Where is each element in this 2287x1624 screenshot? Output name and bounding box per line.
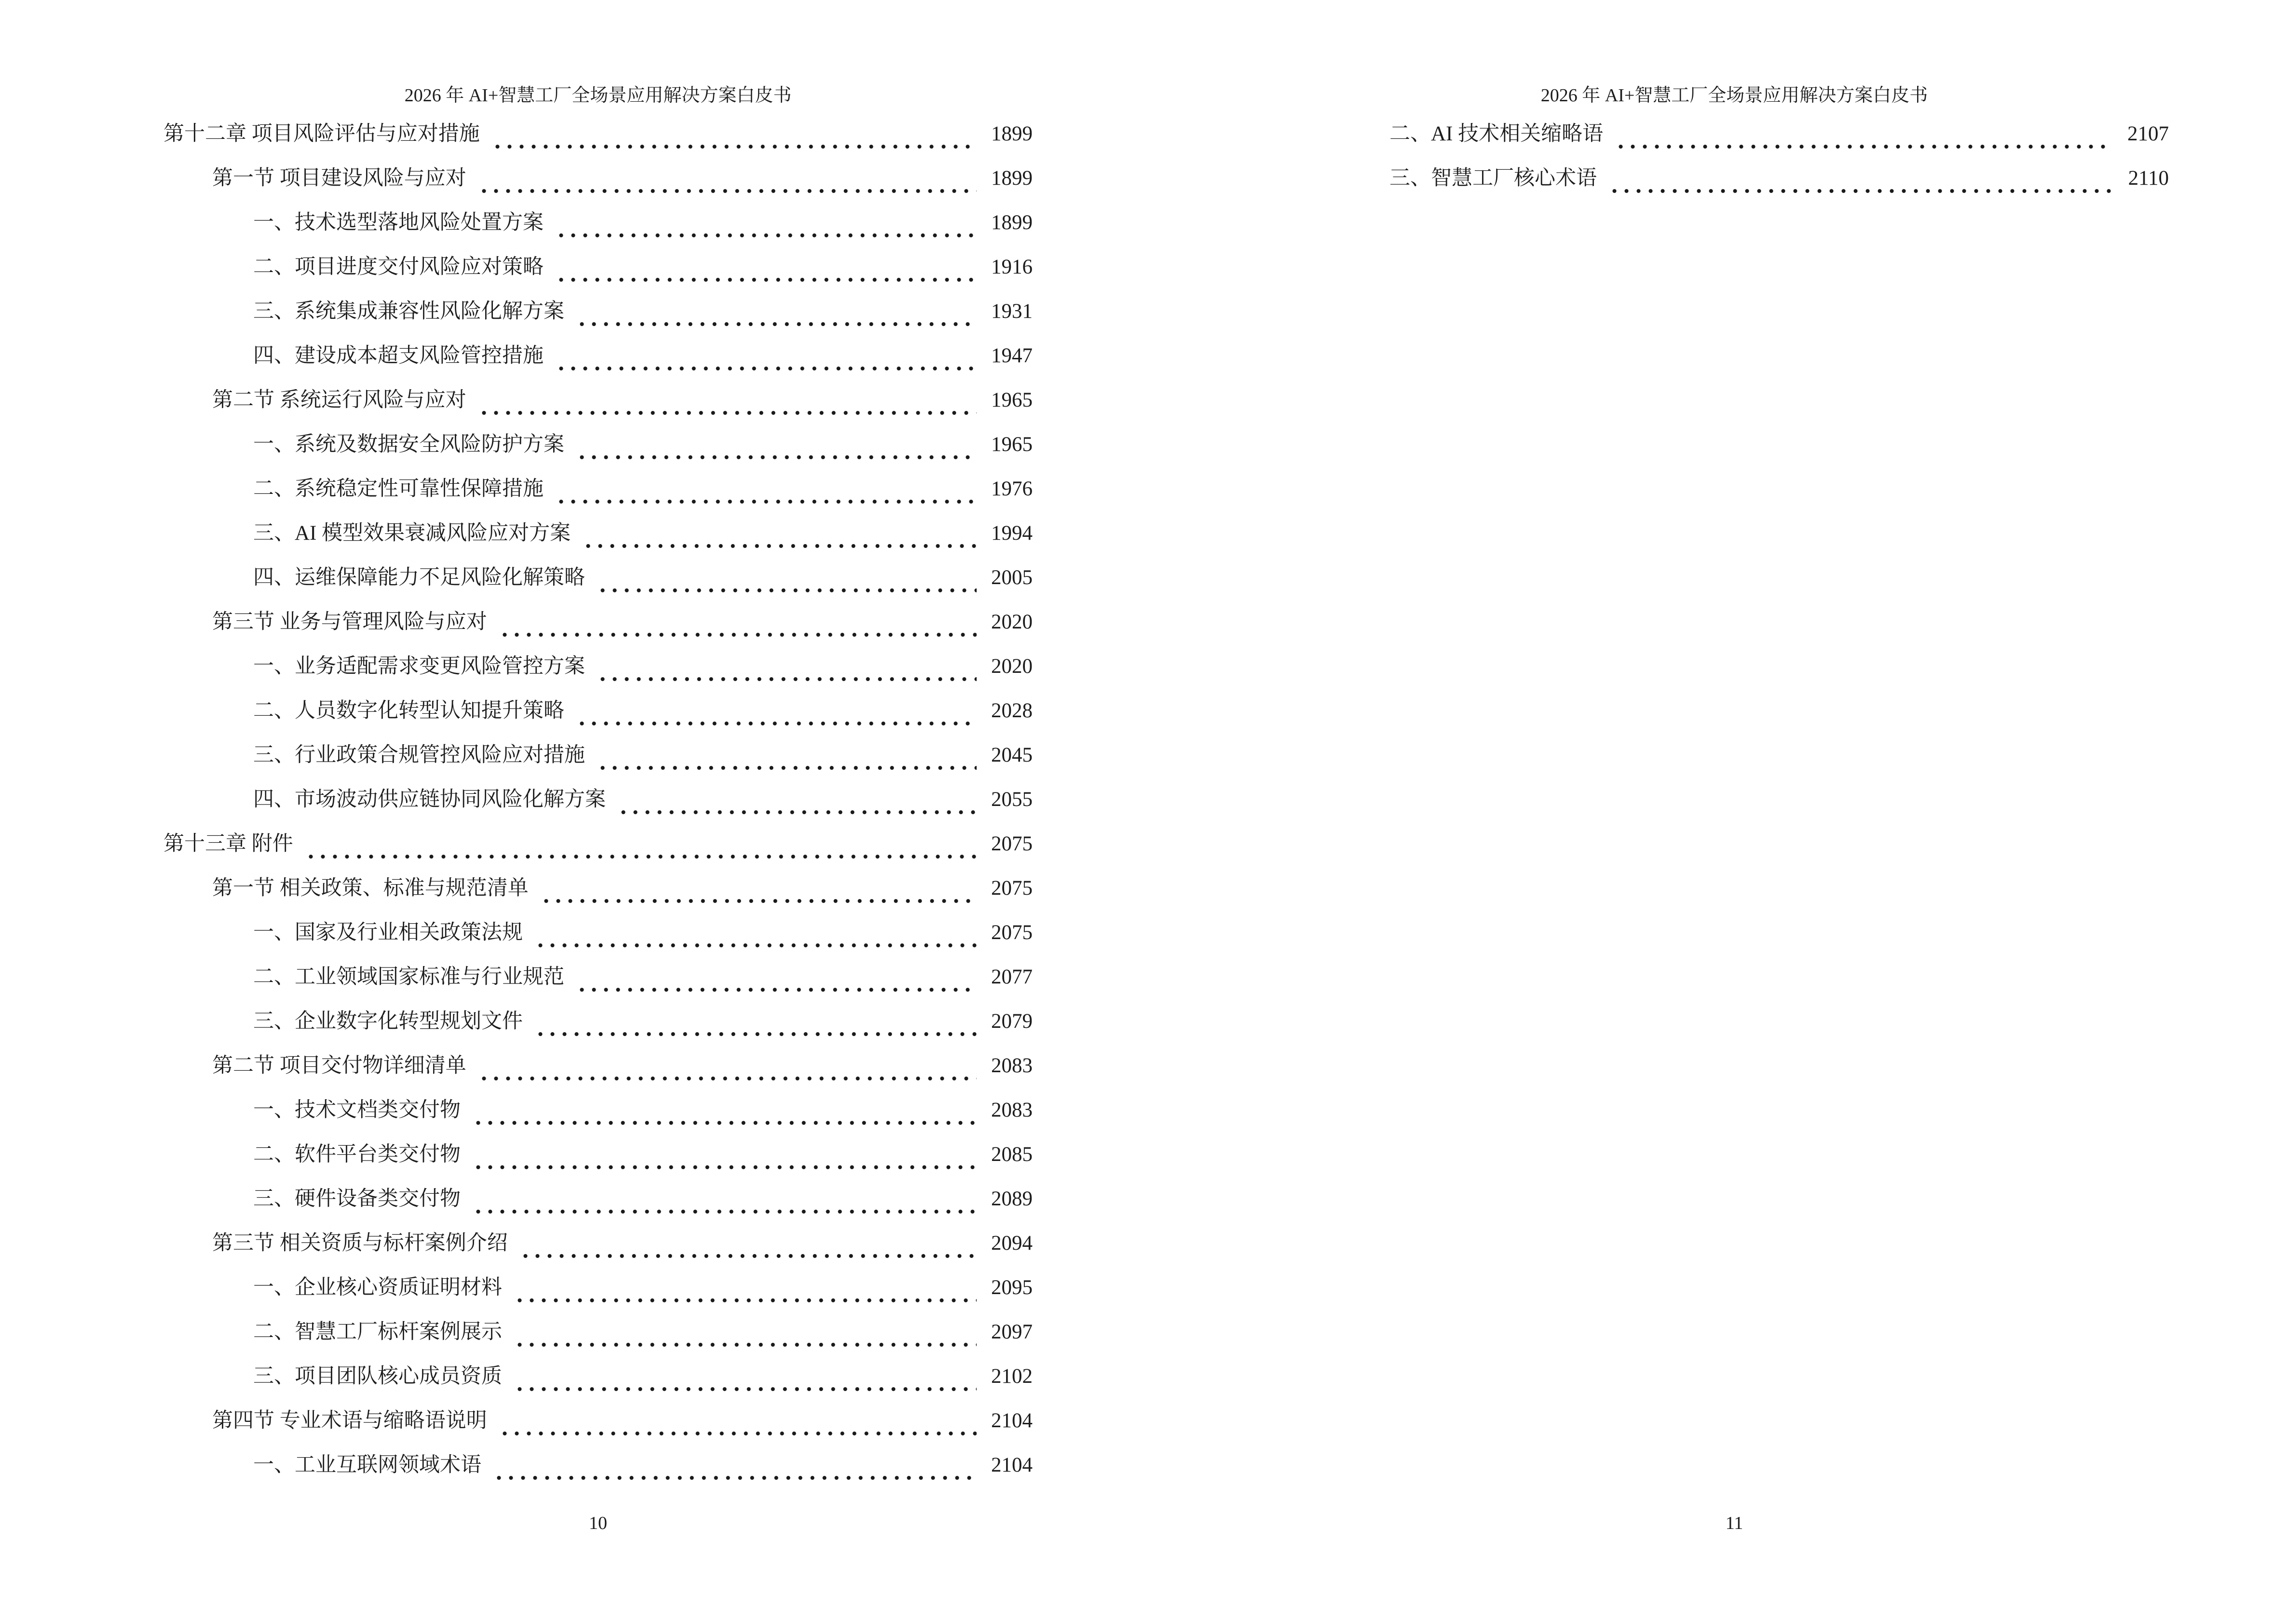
page-right [1144, 0, 2287, 1624]
toc-entry-title: 第一节 相关政策、标准与规范清单 [212, 877, 529, 900]
toc-entry-title: 三、系统集成兼容性风险化解方案 [253, 300, 564, 323]
toc-entry-title: 二、软件平台类交付物 [253, 1143, 461, 1166]
toc-entry [163, 822, 1033, 866]
toc-dot-leader [1615, 112, 2113, 156]
toc-entry [163, 866, 1033, 911]
toc-entry [163, 511, 1033, 556]
toc-entry-page: 2079 [991, 1010, 1033, 1033]
toc-entry-title: 二、人员数字化转型认知提升策略 [253, 699, 564, 722]
toc-dot-leader [555, 201, 977, 245]
toc-entry-page: 1899 [991, 123, 1033, 145]
toc-entry-title: 二、工业领域国家标准与行业规范 [253, 966, 564, 988]
toc-dot-leader [499, 600, 977, 644]
toc-entry-page: 2075 [991, 877, 1033, 900]
toc-entry-title: 三、项目团队核心成员资质 [253, 1365, 502, 1388]
toc-entry-page: 2020 [991, 611, 1033, 633]
toc-dot-leader [576, 689, 977, 733]
toc-entry-title: 第一节 项目建设风险与应对 [212, 167, 466, 190]
toc-entry [163, 1088, 1033, 1133]
toc-left [163, 112, 1033, 1488]
toc-entry-title: 一、系统及数据安全风险防护方案 [253, 433, 564, 456]
toc-dot-leader [555, 467, 977, 511]
toc-entry-title: 第二节 项目交付物详细清单 [212, 1054, 466, 1077]
toc-dot-leader [514, 1354, 977, 1399]
toc-dot-leader [514, 1266, 977, 1310]
toc-entry-title: 第十二章 项目风险评估与应对措施 [163, 123, 480, 145]
toc-entry-title: 二、智慧工厂标杆案例展示 [253, 1321, 502, 1343]
toc-entry [1300, 112, 2169, 156]
toc-entry-page: 1899 [991, 167, 1033, 190]
toc-entry-page: 2085 [991, 1143, 1033, 1166]
toc-entry-title: 三、硬件设备类交付物 [253, 1187, 461, 1210]
toc-entry [163, 1399, 1033, 1443]
toc-entry [163, 467, 1033, 511]
toc-entry-page: 2094 [991, 1232, 1033, 1255]
toc-entry [163, 911, 1033, 955]
toc-dot-leader [478, 156, 977, 201]
toc-dot-leader [576, 955, 977, 999]
toc-entry-page: 1965 [991, 433, 1033, 456]
toc-entry [163, 556, 1033, 600]
toc-dot-leader [555, 245, 977, 289]
toc-entry [163, 289, 1033, 334]
toc-entry-title: 一、技术文档类交付物 [253, 1099, 461, 1121]
toc-right [1300, 112, 2169, 201]
toc-entry-page: 1994 [991, 522, 1033, 545]
toc-dot-leader [514, 1310, 977, 1354]
toc-entry-title: 三、企业数字化转型规划文件 [253, 1010, 523, 1033]
toc-entry [163, 733, 1033, 778]
toc-entry-title: 第十三章 附件 [163, 832, 293, 855]
toc-entry [163, 1221, 1033, 1266]
toc-entry [163, 378, 1033, 423]
toc-dot-leader [305, 822, 977, 866]
toc-dot-leader [478, 378, 977, 423]
toc-entry-title: 二、项目进度交付风险应对策略 [253, 256, 544, 278]
toc-entry [163, 245, 1033, 289]
toc-dot-leader [493, 1443, 977, 1488]
toc-entry-title: 一、技术选型落地风险处置方案 [253, 211, 544, 234]
toc-entry-title: 三、AI 模型效果衰减风险应对方案 [253, 522, 571, 545]
toc-entry-page: 2110 [2128, 167, 2169, 190]
toc-entry [163, 201, 1033, 245]
toc-entry [163, 1133, 1033, 1177]
toc-entry-title: 四、市场波动供应链协同风险化解方案 [253, 788, 606, 811]
toc-dot-leader [555, 334, 977, 378]
page-number-left: 10 [589, 1513, 607, 1533]
page-number-right: 11 [1725, 1513, 1743, 1533]
toc-dot-leader [534, 999, 977, 1044]
toc-entry [163, 644, 1033, 689]
toc-dot-leader [597, 556, 977, 600]
toc-entry-title: 第四节 专业术语与缩略语说明 [212, 1409, 487, 1432]
toc-entry-title: 一、工业互联网领域术语 [253, 1454, 481, 1476]
toc-entry-title: 一、企业核心资质证明材料 [253, 1276, 502, 1299]
toc-entry [163, 955, 1033, 999]
toc-entry-page: 2075 [991, 921, 1033, 944]
toc-entry-page: 2083 [991, 1054, 1033, 1077]
toc-entry-title: 一、国家及行业相关政策法规 [253, 921, 523, 944]
toc-entry-page: 2097 [991, 1321, 1033, 1343]
toc-dot-leader [472, 1177, 977, 1221]
toc-dot-leader [491, 112, 977, 156]
toc-entry-page: 2104 [991, 1454, 1033, 1476]
toc-entry [1300, 156, 2169, 201]
toc-entry [163, 1310, 1033, 1354]
toc-dot-leader [617, 778, 977, 822]
toc-dot-leader [576, 423, 977, 467]
toc-dot-leader [472, 1133, 977, 1177]
page-right-column [1300, 0, 2169, 1624]
toc-entry-title: 第二节 系统运行风险与应对 [212, 389, 466, 411]
toc-entry-page: 2020 [991, 655, 1033, 678]
toc-entry-title: 第三节 业务与管理风险与应对 [212, 611, 487, 633]
toc-entry-page: 2005 [991, 566, 1033, 589]
toc-entry-title: 三、智慧工厂核心术语 [1389, 167, 1597, 190]
toc-dot-leader [499, 1399, 977, 1443]
toc-entry-page: 2045 [991, 744, 1033, 766]
toc-entry [163, 778, 1033, 822]
toc-entry [163, 112, 1033, 156]
toc-entry-page: 2102 [991, 1365, 1033, 1388]
page-left-column [163, 0, 1033, 1624]
toc-dot-leader [597, 733, 977, 778]
toc-dot-leader [472, 1088, 977, 1133]
toc-entry [163, 1354, 1033, 1399]
toc-dot-leader [1608, 156, 2114, 201]
toc-entry-page: 2077 [991, 966, 1033, 988]
toc-entry-title: 四、建设成本超支风险管控措施 [253, 344, 544, 367]
toc-entry [163, 1443, 1033, 1488]
toc-dot-leader [582, 511, 977, 556]
toc-entry-title: 三、行业政策合规管控风险应对措施 [253, 744, 585, 766]
toc-entry-page: 1931 [991, 300, 1033, 323]
toc-entry-page: 1916 [991, 256, 1033, 278]
toc-entry-page: 2089 [991, 1187, 1033, 1210]
toc-entry-title: 第三节 相关资质与标杆案例介绍 [212, 1232, 508, 1255]
toc-entry-title: 一、业务适配需求变更风险管控方案 [253, 655, 585, 678]
toc-entry-page: 2095 [991, 1276, 1033, 1299]
toc-entry [163, 423, 1033, 467]
toc-entry [163, 1044, 1033, 1088]
toc-entry-title: 二、AI 技术相关缩略语 [1389, 123, 1604, 145]
toc-dot-leader [534, 911, 977, 955]
toc-entry [163, 1177, 1033, 1221]
toc-entry-page: 2083 [991, 1099, 1033, 1121]
toc-entry-title: 四、运维保障能力不足风险化解策略 [253, 566, 585, 589]
toc-entry [163, 600, 1033, 644]
toc-entry-page: 2075 [991, 832, 1033, 855]
toc-entry-page: 2107 [2127, 123, 2169, 145]
toc-entry-page: 1965 [991, 389, 1033, 411]
toc-entry-title: 二、系统稳定性可靠性保障措施 [253, 478, 544, 500]
toc-entry [163, 1266, 1033, 1310]
toc-entry-page: 1976 [991, 478, 1033, 500]
toc-dot-leader [540, 866, 977, 911]
toc-dot-leader [478, 1044, 977, 1088]
toc-entry [163, 999, 1033, 1044]
toc-entry-page: 1899 [991, 211, 1033, 234]
toc-entry [163, 334, 1033, 378]
toc-entry-page: 2055 [991, 788, 1033, 811]
toc-entry [163, 689, 1033, 733]
toc-entry-page: 1947 [991, 344, 1033, 367]
toc-dot-leader [576, 289, 977, 334]
page-header: 2026 年 AI+智慧工厂全场景应用解决方案白皮书 [404, 85, 792, 106]
toc-entry-page: 2104 [991, 1409, 1033, 1432]
toc-dot-leader [597, 644, 977, 689]
toc-dot-leader [519, 1221, 977, 1266]
toc-entry-page: 2028 [991, 699, 1033, 722]
toc-entry [163, 156, 1033, 201]
page-header: 2026 年 AI+智慧工厂全场景应用解决方案白皮书 [1540, 85, 1928, 106]
